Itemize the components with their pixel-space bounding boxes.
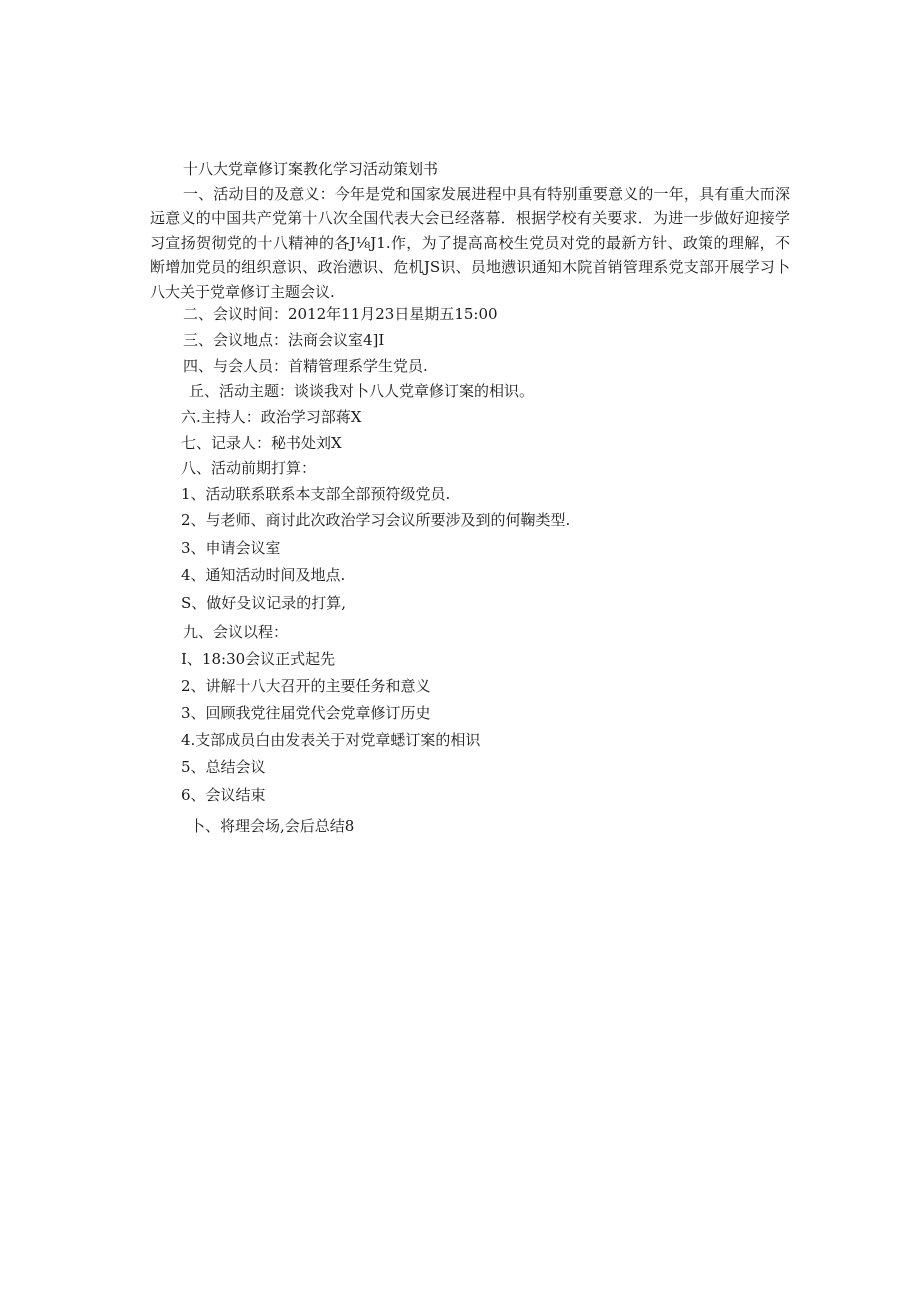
agenda-item: 3、回顾我党往届党代会党章修订历史	[181, 704, 431, 722]
prep-item: S、做好殳议记录的打算,	[181, 594, 347, 612]
agenda-item: 6、会议结束	[181, 786, 266, 804]
prep-item: 4、通知活动时间及地点.	[181, 566, 346, 584]
agenda-item: 4.支部成员白由发表关于对党章蟋订案的相识	[181, 731, 481, 749]
agenda-item: 5、总结会议	[181, 758, 266, 776]
agenda-item: I、18:30会议正式起先	[181, 650, 336, 668]
prep-item: 2、与老师、商讨此次政治学习会议所要涉及到的何鞠类型.	[181, 511, 571, 529]
section-purpose: 一、活动目的及意义：今年是党和国家发展进程中具有特别重要意义的一年，具有重大而深远意义的中国共产党第十八次全国代表大会已经落幕．根据学校有关要求．为进一步做好迎接学习宣扬贺彻党的十八精神的各J⅛J1.作，为了提高髙校生党员对党的最新方针、政策的理解，不断增加党员的组织意识、政治懑识、危机JS识、员地懑识通知木院首销管理系党支部开展学习卜八大关于党章修订主题会议.	[150, 184, 790, 301]
agenda-item: 2、讲解十八大召开的主要任务和意义	[181, 677, 431, 695]
section-time: 二、会议时间：2012年11月23日星期五15:00	[183, 305, 498, 323]
prep-item: 3、申请会议室	[181, 539, 281, 557]
document-intro	[150, 157, 790, 304]
section-recorder: 七、记录人：秘书处刘X	[181, 434, 342, 452]
section-preparation: 八、活动前期打算：	[181, 459, 317, 477]
document-title: 十八大党章修订案教化学习活动策划书	[183, 160, 439, 178]
section-host: 六.主持人：政治学习部蒋X	[181, 408, 362, 426]
section-cleanup: 卜、将理会场,会后总结8	[190, 817, 355, 835]
section-theme: 丘、活动主题：谈谈我对卜八人党章修订案的相识。	[189, 382, 535, 400]
prep-item: 1、活动联系联系本支部全部预符级党员.	[181, 485, 451, 503]
section-location: 三、会议地点：法商会议室4]I	[183, 331, 385, 349]
section-agenda: 九、会议以程：	[183, 623, 289, 641]
section-attendees: 四、与会人员：首精管理系学生党员.	[183, 357, 428, 375]
